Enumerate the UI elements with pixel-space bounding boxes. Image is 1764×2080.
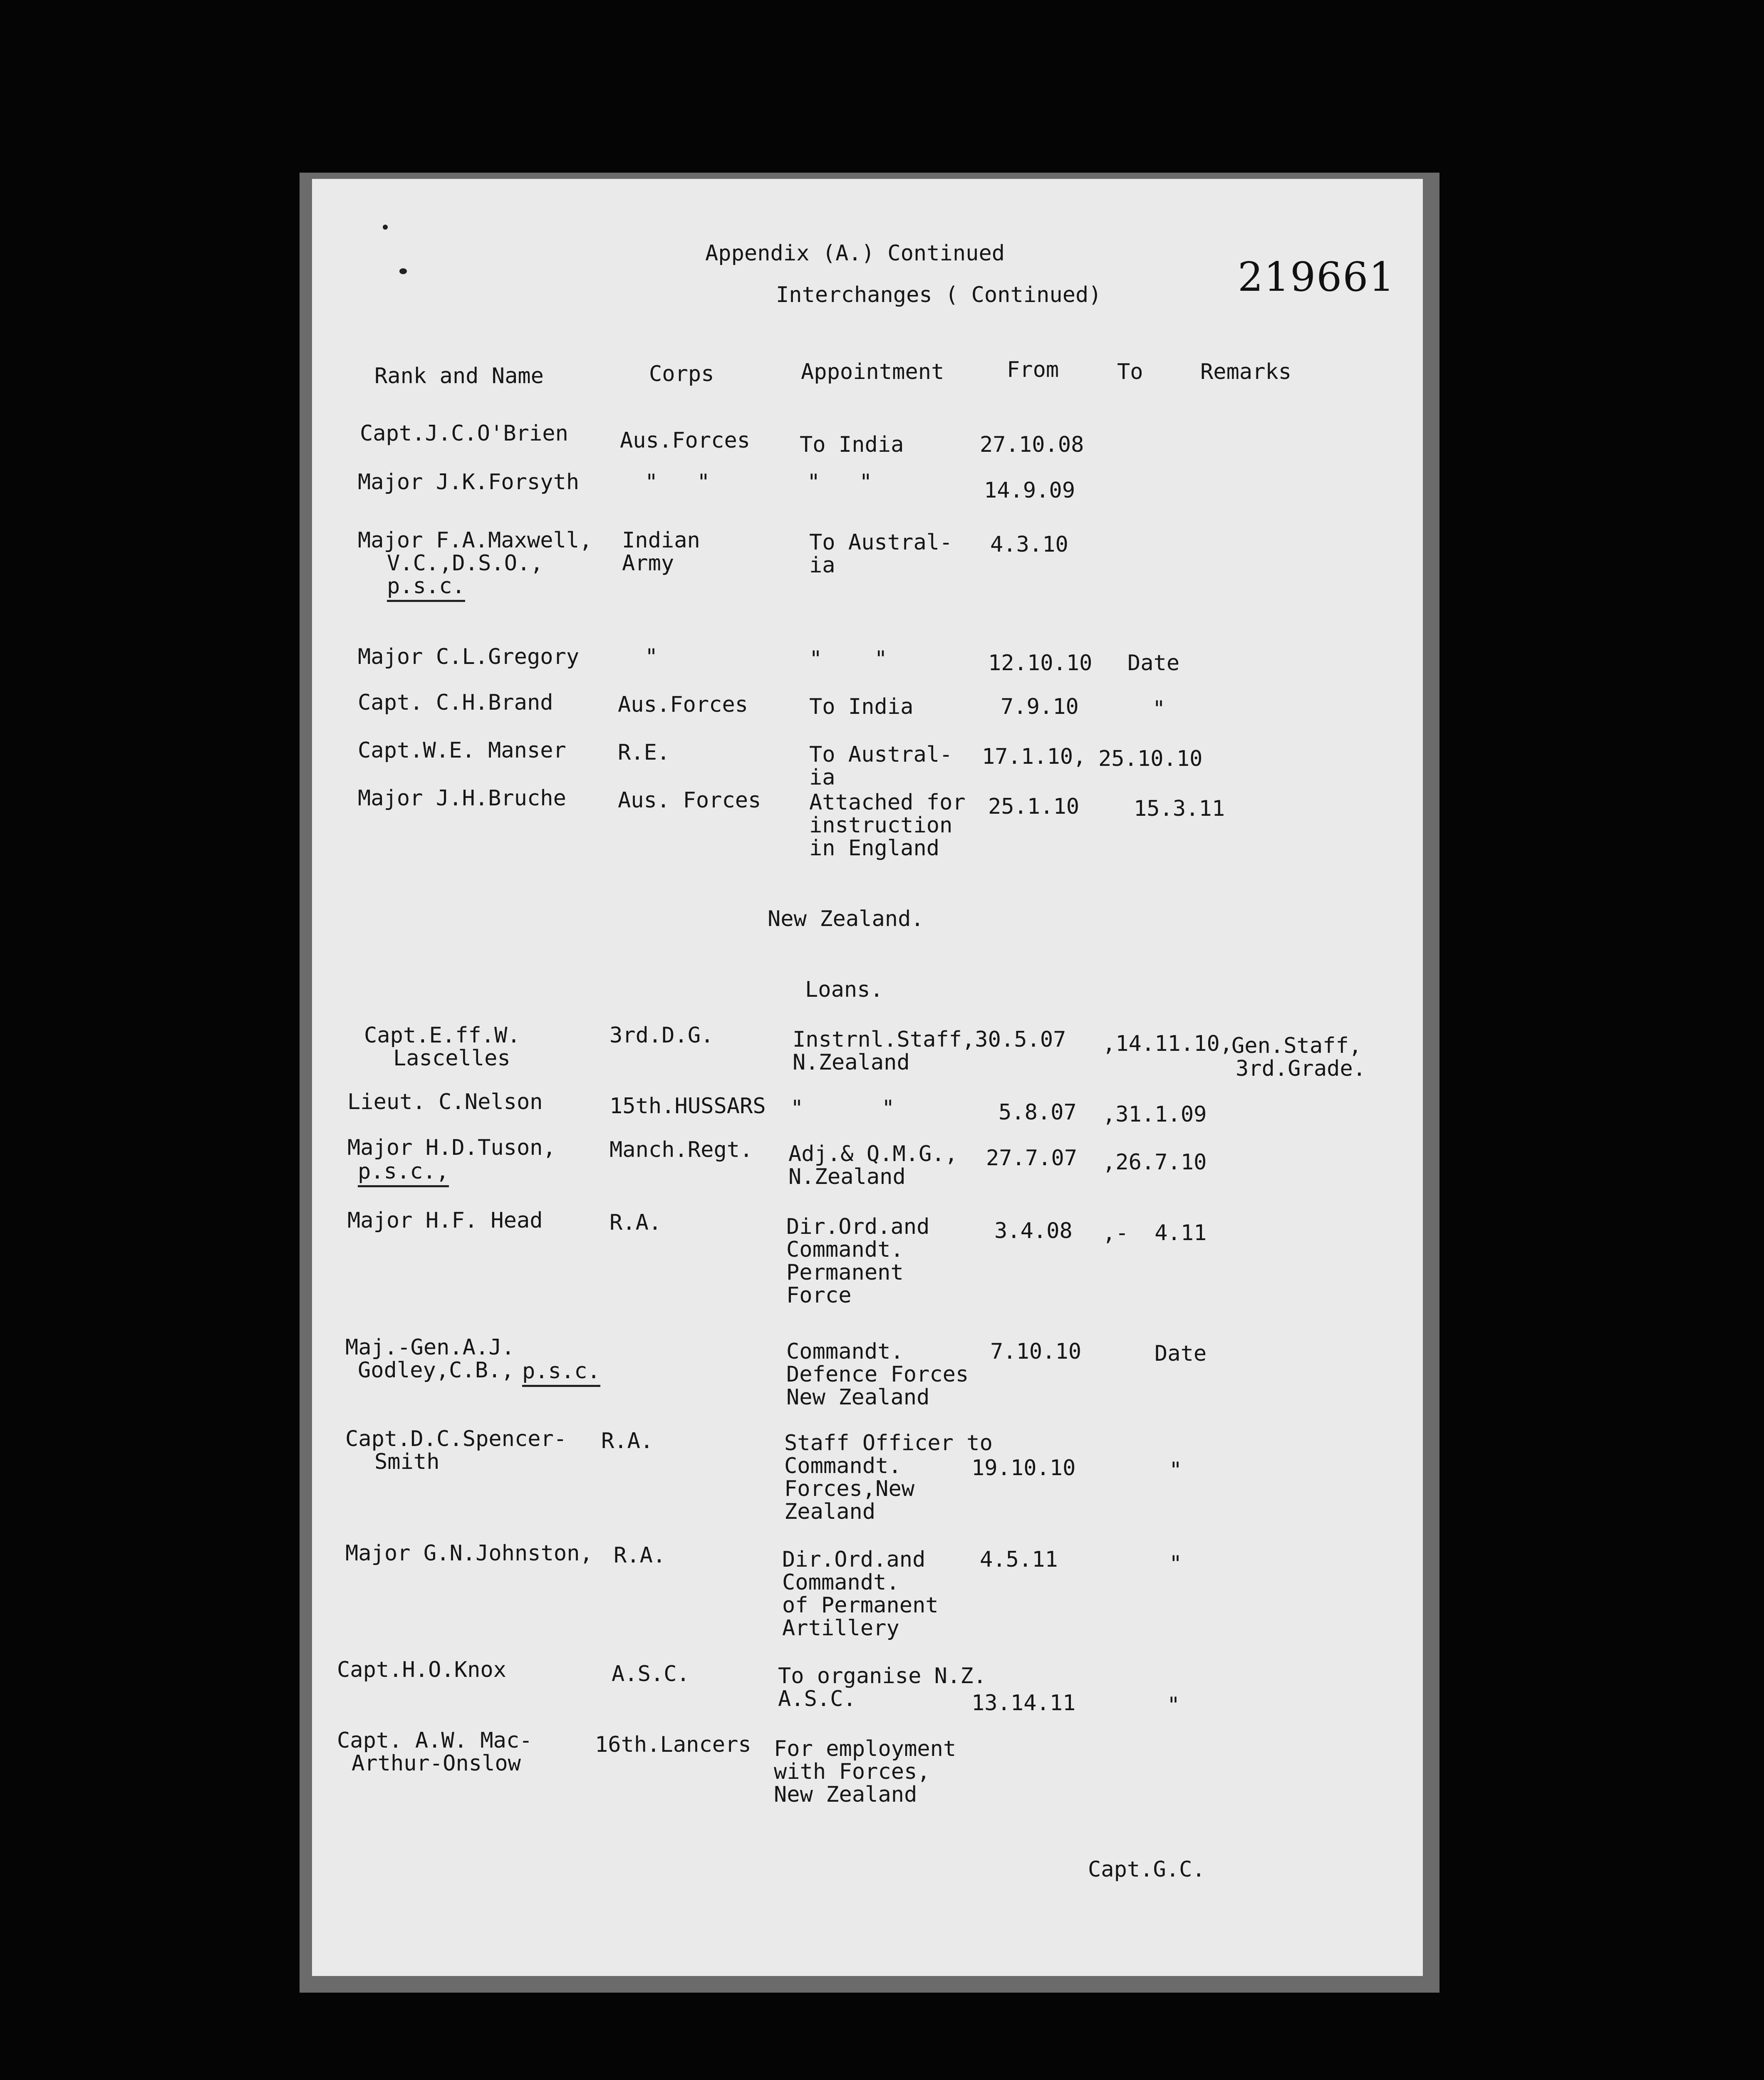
- nz-row-appointment-line: Force: [786, 1283, 852, 1308]
- speck-mark: [399, 268, 407, 274]
- nz-row-name-line: Lascelles: [393, 1046, 510, 1071]
- nz-row-appointment-line: N.Zealand: [793, 1050, 910, 1075]
- nz-row-appointment: Dir.Ord.and: [786, 1214, 930, 1239]
- document-number: 219661: [1238, 254, 1395, 300]
- nz-row-name: Capt.D.C.Spencer-: [345, 1426, 567, 1451]
- nz-row-to: ": [1169, 1551, 1182, 1576]
- nz-row-corps: 15th.HUSSARS: [609, 1094, 766, 1119]
- row-corps: Aus.Forces: [618, 692, 748, 717]
- signature: Capt.G.C.: [1088, 1857, 1205, 1882]
- nz-row-name: Maj.-Gen.A.J.: [345, 1335, 515, 1360]
- row-from: 17.1.10,: [982, 744, 1086, 769]
- nz-row-appointment-line: Zealand: [784, 1499, 876, 1524]
- nz-row-from: 4.5.11: [980, 1547, 1058, 1572]
- row-to: ": [1152, 696, 1166, 721]
- row-corps: " ": [645, 470, 710, 495]
- nz-row-corps: 16th.Lancers: [595, 1732, 751, 1757]
- nz-row-to: ,- 4.11: [1102, 1221, 1207, 1246]
- nz-row-appointment: For employment: [774, 1736, 956, 1761]
- nz-row-from: 7.10.10: [990, 1339, 1082, 1364]
- nz-row-name: Lieut. C.Nelson: [347, 1090, 543, 1114]
- nz-row-name-qualifier: p.s.c.,: [358, 1159, 449, 1187]
- row-appointment-line: ia: [809, 765, 835, 790]
- row-corps: Aus.Forces: [620, 428, 751, 453]
- nz-row-appointment-line: A.S.C.: [778, 1686, 856, 1711]
- nz-row-corps: R.A.: [601, 1429, 654, 1454]
- nz-row-from: 13.14.11: [971, 1691, 1076, 1716]
- nz-row-remarks-line: 3rd.Grade.: [1236, 1056, 1366, 1081]
- row-appointment: To India: [809, 694, 914, 719]
- row-appointment: " ": [807, 470, 872, 495]
- row-from: 25.1.10: [988, 794, 1080, 819]
- nz-row-appointment-line: New Zealand: [786, 1385, 930, 1410]
- nz-row-appointment: Commandt.: [786, 1339, 904, 1364]
- header-to: To: [1117, 359, 1143, 384]
- row-name: Major J.K.Forsyth: [358, 470, 580, 495]
- nz-row-appointment-line: Commandt.: [782, 1570, 899, 1595]
- nz-row-from: 27.7.07: [986, 1146, 1078, 1171]
- row-to: 25.10.10: [1098, 746, 1203, 771]
- row-appointment: To Austral-: [809, 742, 953, 767]
- section-subtitle: Loans.: [805, 977, 883, 1002]
- nz-row-appointment: Staff Officer to: [784, 1431, 993, 1456]
- nz-row-to: Date: [1155, 1341, 1207, 1366]
- row-name-qualifier: p.s.c.: [387, 574, 465, 602]
- section-title: New Zealand.: [768, 906, 924, 931]
- nz-row-corps: R.A.: [609, 1210, 662, 1235]
- appendix-title: Appendix (A.) Continued: [705, 241, 1005, 266]
- nz-row-appointment-line: of Permanent: [782, 1593, 939, 1618]
- row-name: Major C.L.Gregory: [358, 644, 580, 669]
- nz-row-appointment-line: Defence Forces: [786, 1362, 969, 1387]
- row-corps: R.E.: [618, 740, 670, 765]
- nz-row-name: Major G.N.Johnston,: [345, 1541, 593, 1566]
- nz-row-name: Major H.F. Head: [347, 1208, 543, 1233]
- nz-row-appointment-line: Permanent: [786, 1260, 904, 1285]
- row-appointment: To India: [800, 432, 904, 457]
- row-to: Date: [1127, 651, 1180, 676]
- nz-row-appointment-line: Commandt.: [784, 1454, 902, 1478]
- nz-row-appointment: Instrnl.Staff,30.5.07: [793, 1027, 1066, 1052]
- nz-row-appointment-line: with Forces,: [774, 1759, 930, 1784]
- nz-row-name-line: Arthur-Onslow: [352, 1751, 521, 1776]
- nz-row-name-line: Godley,C.B.,: [358, 1358, 514, 1383]
- row-appointment: To Austral-: [809, 530, 953, 555]
- nz-row-appointment: " ": [790, 1096, 895, 1121]
- nz-row-name: Capt.H.O.Knox: [337, 1657, 506, 1682]
- header-remarks: Remarks: [1200, 359, 1292, 384]
- nz-row-appointment-line: Forces,New: [784, 1476, 915, 1501]
- row-appointment-line: in England: [809, 836, 940, 861]
- nz-row-name: Major H.D.Tuson,: [347, 1135, 556, 1160]
- row-name: Capt.W.E. Manser: [358, 738, 566, 763]
- nz-row-corps: R.A.: [614, 1543, 666, 1568]
- row-corps: Aus. Forces: [618, 788, 761, 813]
- nz-row-to: ,26.7.10: [1102, 1150, 1207, 1175]
- nz-row-name-line: Smith: [374, 1449, 440, 1474]
- row-from: 27.10.08: [980, 432, 1084, 457]
- nz-row-appointment: Dir.Ord.and: [782, 1547, 926, 1572]
- nz-row-name: Capt. A.W. Mac-: [337, 1728, 533, 1753]
- nz-row-appointment: Adj.& Q.M.G.,: [788, 1142, 958, 1166]
- nz-row-from: 3.4.08: [994, 1218, 1073, 1243]
- nz-row-appointment-line: Artillery: [782, 1616, 899, 1641]
- row-appointment: " ": [809, 646, 887, 671]
- nz-row-remarks: Gen.Staff,: [1231, 1033, 1362, 1058]
- row-from: 7.9.10: [1001, 694, 1079, 719]
- row-corps-line: Army: [622, 551, 674, 576]
- nz-row-appointment-line: N.Zealand: [788, 1164, 906, 1189]
- row-from: 14.9.09: [984, 478, 1075, 503]
- row-name-line: V.C.,D.S.O.,: [387, 551, 543, 576]
- header-rank-name: Rank and Name: [374, 364, 544, 389]
- nz-row-corps: Manch.Regt.: [609, 1137, 753, 1162]
- row-from: 4.3.10: [990, 532, 1068, 557]
- nz-row-from: 19.10.10: [971, 1456, 1076, 1481]
- row-from: 12.10.10: [988, 651, 1093, 676]
- row-to: 15.3.11: [1134, 796, 1225, 821]
- interchanges-subtitle: Interchanges ( Continued): [776, 282, 1102, 307]
- row-name: Capt. C.H.Brand: [358, 690, 553, 715]
- row-appointment-line: ia: [809, 553, 835, 578]
- header-appointment: Appointment: [801, 359, 944, 384]
- nz-row-appointment-line: Commandt.: [786, 1237, 904, 1262]
- row-name: Major F.A.Maxwell,: [358, 528, 592, 553]
- nz-row-corps: 3rd.D.G.: [609, 1023, 714, 1048]
- row-name: Major J.H.Bruche: [358, 786, 566, 811]
- nz-row-to: ,14.11.10,: [1102, 1031, 1233, 1056]
- nz-row-to: ": [1169, 1458, 1182, 1483]
- header-from: From: [1007, 357, 1059, 382]
- nz-row-from: 5.8.07: [998, 1100, 1077, 1125]
- nz-row-corps: A.S.C.: [612, 1662, 690, 1686]
- nz-row-name-qualifier: p.s.c.: [522, 1359, 600, 1387]
- nz-row-to: ,31.1.09: [1102, 1102, 1207, 1127]
- row-appointment: Attached for: [809, 790, 966, 815]
- nz-row-to: ": [1167, 1693, 1180, 1718]
- document-page: [312, 179, 1423, 1976]
- nz-row-appointment-line: New Zealand: [774, 1782, 917, 1807]
- nz-row-appointment: To organise N.Z.: [778, 1664, 986, 1689]
- header-corps: Corps: [649, 362, 714, 386]
- speck-mark: [383, 225, 388, 230]
- row-corps: Indian: [622, 528, 700, 553]
- row-name: Capt.J.C.O'Brien: [360, 421, 568, 446]
- row-appointment-line: instruction: [809, 813, 953, 838]
- nz-row-name: Capt.E.ff.W.: [364, 1023, 520, 1048]
- row-corps: ": [645, 644, 658, 669]
